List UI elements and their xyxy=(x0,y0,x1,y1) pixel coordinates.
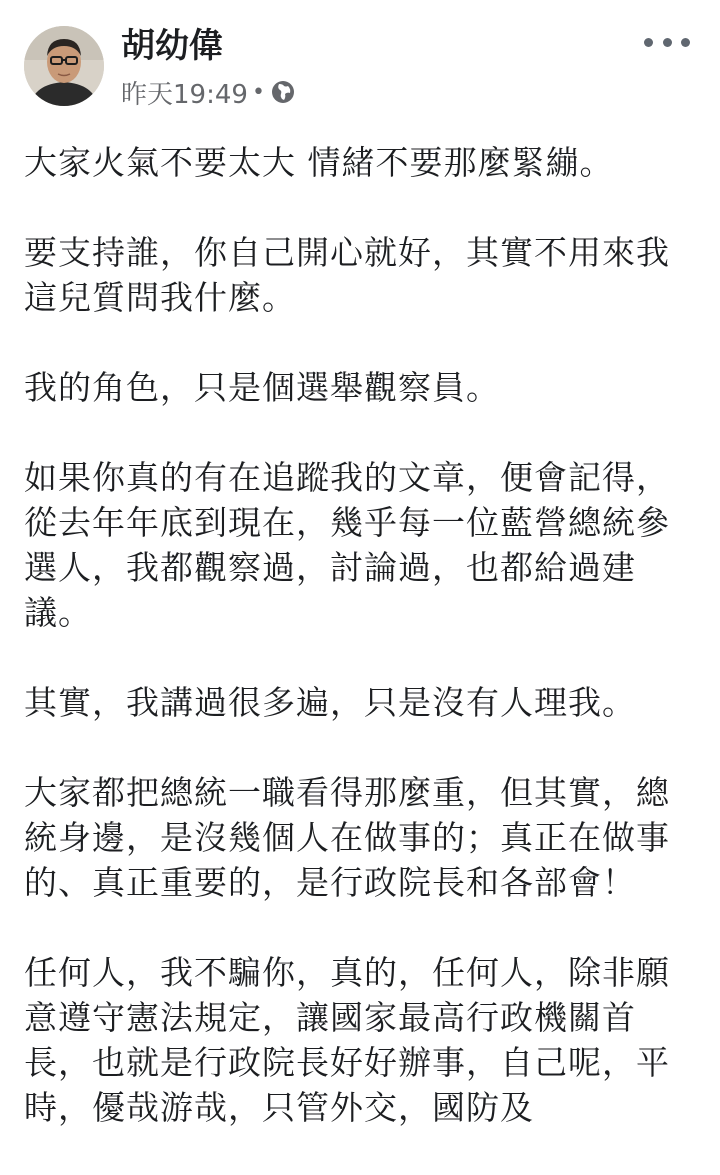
post-paragraph: 如果你真的有在追蹤我的文章，便會記得，從去年年底到現在，幾乎每一位藍營總統參選人，我都觀察過，討論過，也都給過建議。 xyxy=(24,458,670,632)
post-paragraph: 任何人，我不騙你，真的，任何人，除非願意遵守憲法規定，讓國家最高行政機關首長，也就是行政院長好好辦事，自己呢，平時，優哉游哉，只管外交，國防及 xyxy=(24,953,670,1127)
author-name[interactable]: 胡幼偉 xyxy=(121,26,223,66)
more-options-icon-dot xyxy=(663,38,672,47)
post-paragraph: 要支持誰，你自己開心就好，其實不用來我這兒質問我什麼。 xyxy=(24,233,670,317)
more-options-button[interactable] xyxy=(644,26,690,58)
post-paragraph: 大家火氣不要太大 情緒不要那麼緊繃。 xyxy=(24,143,614,182)
post-paragraph: 我的角色，只是個選舉觀察員。 xyxy=(24,368,500,407)
more-options-icon-dot xyxy=(681,38,690,47)
post-paragraph: 大家都把總統一職看得那麼重，但其實，總統身邊，是沒幾個人在做事的；真正在做事的、真正重要的，是行政院長和各部會！ xyxy=(24,773,670,902)
post-meta xyxy=(121,74,295,110)
post-paragraph: 其實，我講過很多遍，只是沒有人理我。 xyxy=(24,683,636,722)
meta-separator: • xyxy=(251,79,265,105)
avatar-image xyxy=(24,26,104,106)
post-body xyxy=(24,140,696,1175)
globe-icon[interactable] xyxy=(271,80,295,104)
more-options-icon xyxy=(644,38,653,47)
post-timestamp[interactable]: 昨天19:49 xyxy=(121,79,248,110)
post-header xyxy=(0,0,720,120)
avatar[interactable] xyxy=(24,26,104,106)
